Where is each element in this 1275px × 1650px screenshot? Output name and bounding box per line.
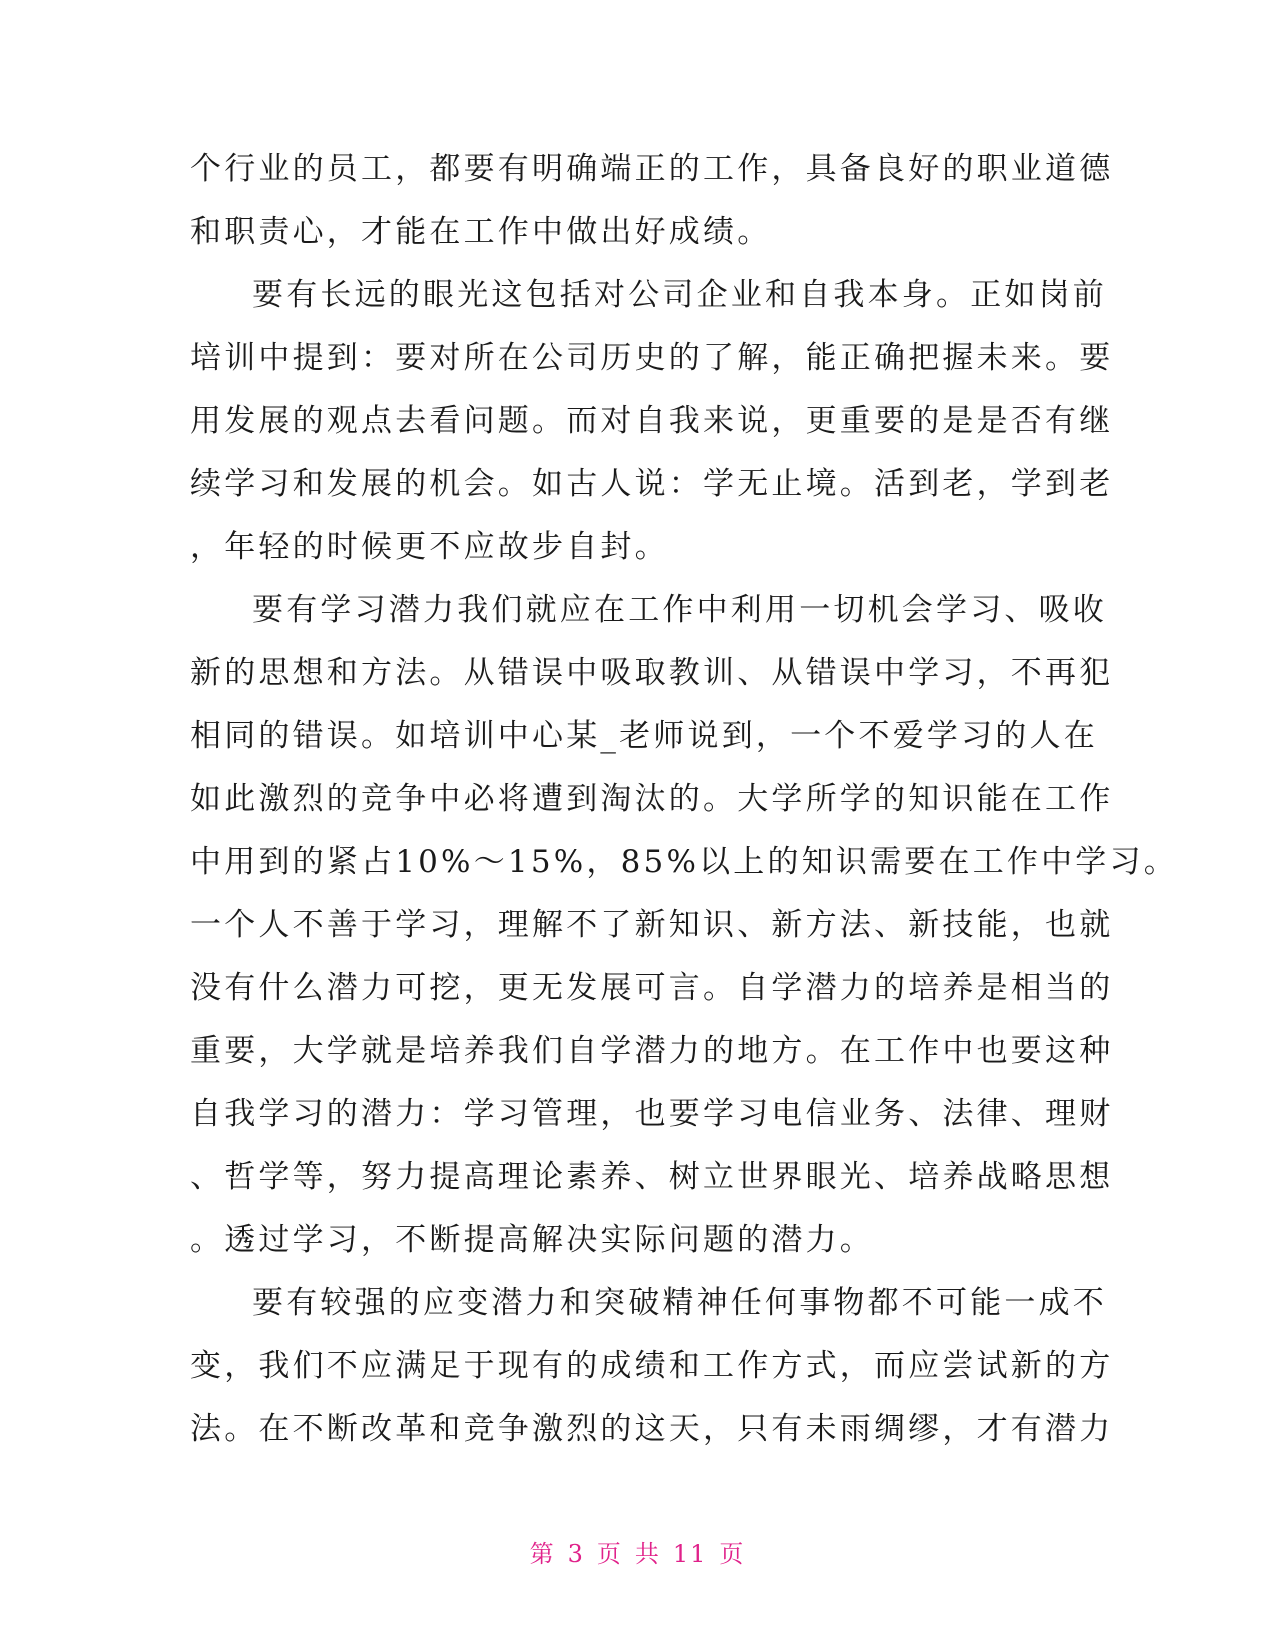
text-line: 如此激烈的竞争中必将遭到淘汰的。大学所学的知识能在工作 [190, 781, 1114, 817]
text-line: 变，我们不应满足于现有的成绩和工作方式，而应尝试新的方 [190, 1348, 1114, 1384]
footer-total-pages: 11 [672, 1540, 708, 1568]
text-line: 培训中提到：要对所在公司历史的了解，能正确把握未来。要 [190, 340, 1114, 376]
footer-label-ye: 页 [596, 1540, 623, 1568]
text-line: 自我学习的潜力：学习管理，也要学习电信业务、法律、理财 [190, 1096, 1114, 1132]
paragraph-start-line: 要有学习潜力我们就应在工作中利用一切机会学习、吸收 [252, 592, 1107, 628]
text-line: 和职责心，才能在工作中做出好成绩。 [190, 214, 772, 250]
text-line: 用发展的观点去看问题。而对自我来说，更重要的是是否有继 [190, 403, 1114, 439]
text-line: 重要，大学就是培养我们自学潜力的地方。在工作中也要这种 [190, 1033, 1114, 1069]
text-line: 个行业的员工，都要有明确端正的工作，具备良好的职业道德 [190, 151, 1114, 187]
text-line: 法。在不断改革和竞争激烈的这天，只有未雨绸缪，才有潜力 [190, 1411, 1114, 1447]
text-line: 新的思想和方法。从错误中吸取教训、从错误中学习，不再犯 [190, 655, 1114, 691]
page-footer [0, 1534, 1275, 1569]
paragraph-start-line: 要有长远的眼光这包括对公司企业和自我本身。正如岗前 [252, 277, 1107, 313]
text-line: 没有什么潜力可挖，更无发展可言。自学潜力的培养是相当的 [190, 970, 1114, 1006]
text-line: 相同的错误。如培训中心某_老师说到，一个不爱学习的人在 [190, 718, 1098, 754]
footer-label-ye2: 页 [719, 1540, 746, 1568]
footer-label-total: 共 [634, 1540, 661, 1568]
paragraph-start-line: 要有较强的应变潜力和突破精神任何事物都不可能一成不 [252, 1285, 1107, 1321]
text-line: 中用到的紧占10%～15%，85%以上的知识需要在工作中学习。 [190, 844, 1178, 880]
document-body [190, 138, 1178, 1461]
footer-current-page: 3 [567, 1540, 585, 1568]
text-line: 续学习和发展的机会。如古人说：学无止境。活到老，学到老 [190, 466, 1114, 502]
text-line: 、哲学等，努力提高理论素养、树立世界眼光、培养战略思想 [190, 1159, 1114, 1195]
text-line: 。透过学习，不断提高解决实际问题的潜力。 [190, 1222, 874, 1258]
text-line: ，年轻的时候更不应故步自封。 [190, 529, 669, 565]
text-line: 一个人不善于学习，理解不了新知识、新方法、新技能，也就 [190, 907, 1114, 943]
footer-label-page: 第 [529, 1540, 556, 1568]
